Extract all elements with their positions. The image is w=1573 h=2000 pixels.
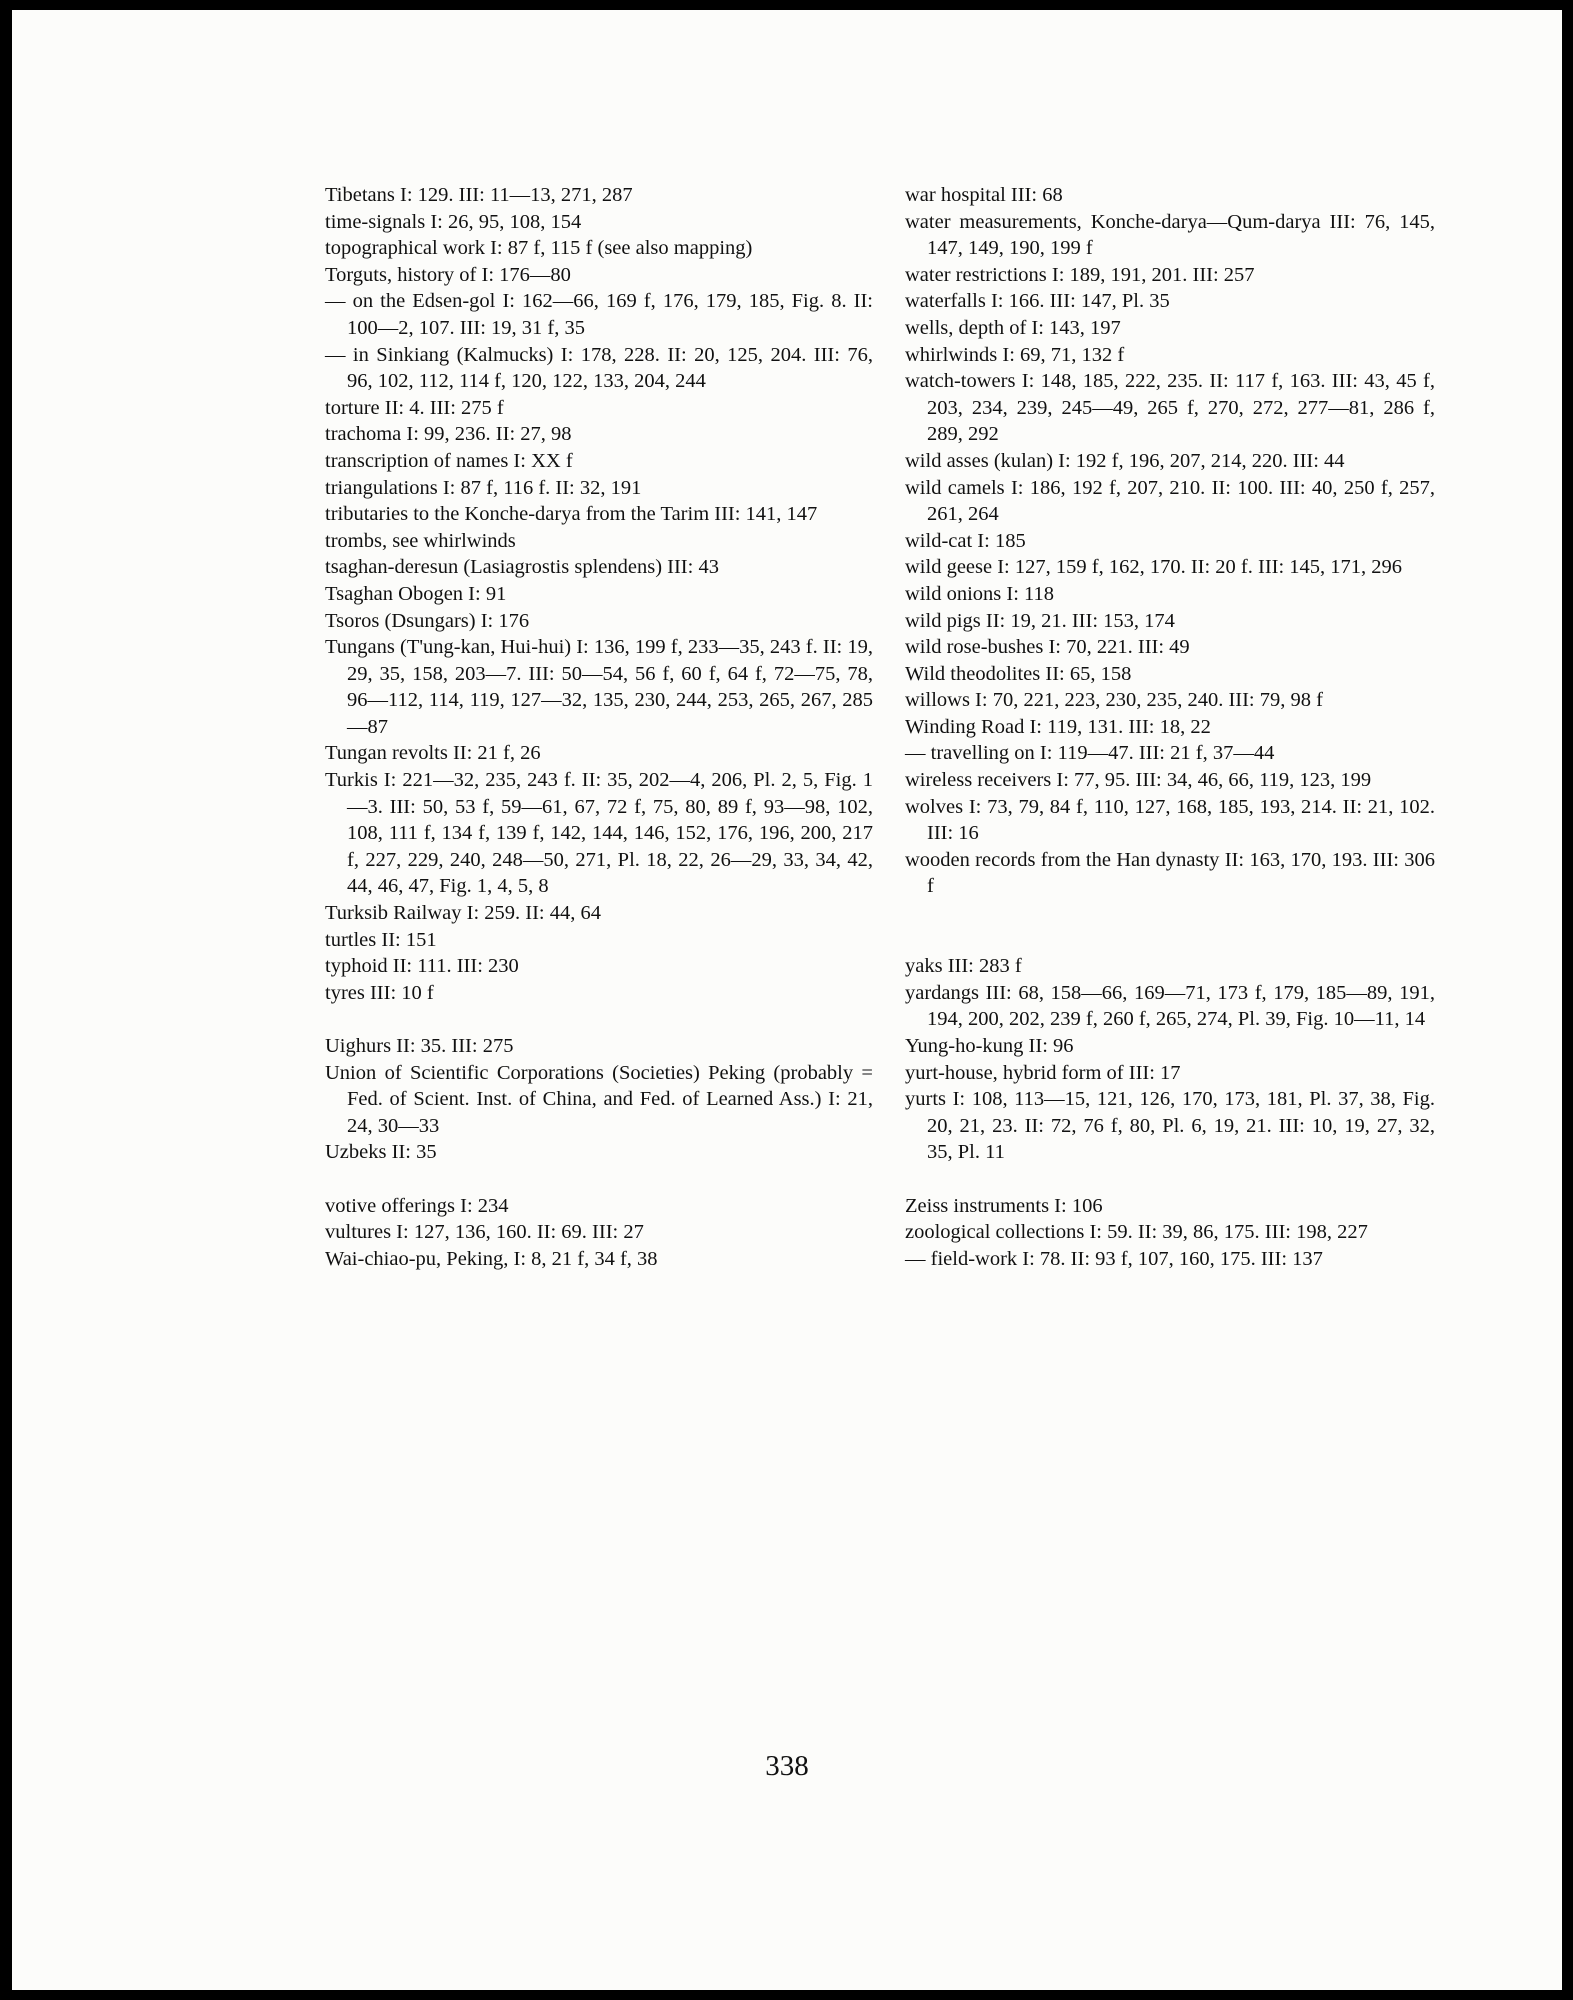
index-entry: Torguts, history of I: 176—80 — [325, 263, 571, 286]
index-entry: turtles II: 151 — [325, 928, 437, 951]
index-entry: Wild theodolites II: 65, 158 — [905, 662, 1132, 685]
index-column-right — [905, 182, 1435, 1272]
index-entry: triangulations I: 87 f, 116 f. II: 32, 191 — [325, 476, 642, 499]
index-entry: Tungans (T'ung-kan, Hui-hui) I: 136, 199 f, 233—35, 243 f. II: 19, 29, 35, 158, 203—7. III: 50—54, 56 f, 60 f, 64 f, 72—75, 78, 96—112, 114, 119, 127—32, 135, 230, 244, 253, 265, 267, 285—87 — [325, 636, 873, 738]
index-entry: — field-work I: 78. II: 93 f, 107, 160, 175. III: 137 — [905, 1247, 1323, 1270]
index-entry: transcription of names I: XX f — [325, 449, 573, 472]
index-entry: zoological collections I: 59. II: 39, 86, 175. III: 198, 227 — [905, 1221, 1368, 1244]
page-number: 338 — [765, 1750, 809, 1782]
index-entry: vultures I: 127, 136, 160. II: 69. III: 27 — [325, 1221, 644, 1244]
index-entry: votive offerings I: 234 — [325, 1194, 509, 1217]
index-entry: topographical work I: 87 f, 115 f (see also mapping) — [325, 237, 753, 260]
index-entry: wireless receivers I: 77, 95. III: 34, 46, 66, 119, 123, 199 — [905, 769, 1372, 792]
section-gap — [905, 900, 1435, 927]
index-entry: water measurements, Konche-darya—Qum-darya III: 76, 145, 147, 149, 190, 199 f — [905, 210, 1435, 260]
index-entry: wells, depth of I: 143, 197 — [905, 316, 1121, 339]
index-entry: yurt-house, hybrid form of III: 17 — [905, 1061, 1181, 1084]
index-entry: yurts I: 108, 113—15, 121, 126, 170, 173, 181, Pl. 37, 38, Fig. 20, 21, 23. II: 72, 76 f, 80, Pl. 6, 19, 21. III: 10, 19, 27, 32, 35, Pl. 11 — [905, 1088, 1435, 1164]
index-entry: tsaghan-deresun (Lasiagrostis splendens) III: 43 — [325, 556, 719, 579]
index-entry: wild asses (kulan) I: 192 f, 196, 207, 214, 220. III: 44 — [905, 449, 1345, 472]
index-entry: yaks III: 283 f — [905, 955, 1022, 978]
index-page — [12, 10, 1562, 1990]
index-entry: wild rose-bushes I: 70, 221. III: 49 — [905, 636, 1190, 659]
index-entry: Wai-chiao-pu, Peking, I: 8, 21 f, 34 f, 38 — [325, 1247, 658, 1270]
index-entry: tributaries to the Konche-darya from the Tarim III: 141, 147 — [325, 503, 818, 526]
index-column-left — [325, 182, 873, 1272]
index-entry: Zeiss instruments I: 106 — [905, 1194, 1103, 1217]
index-entry: wild pigs II: 19, 21. III: 153, 174 — [905, 609, 1175, 632]
index-entry: wolves I: 73, 79, 84 f, 110, 127, 168, 185, 193, 214. II: 21, 102. III: 16 — [905, 795, 1435, 845]
index-entry: willows I: 70, 221, 223, 230, 235, 240. III: 79, 98 f — [905, 689, 1323, 712]
index-entry: waterfalls I: 166. III: 147, Pl. 35 — [905, 290, 1170, 313]
index-entry: Tungan revolts II: 21 f, 26 — [325, 742, 541, 765]
index-entry: — travelling on I: 119—47. III: 21 f, 37—44 — [905, 742, 1275, 765]
index-entry: Uzbeks II: 35 — [325, 1141, 437, 1164]
index-entry: watch-towers I: 148, 185, 222, 235. II: 117 f, 163. III: 43, 45 f, 203, 234, 239, 245—49, 265 f, 270, 272, 277—81, 286 f, 289, 292 — [905, 370, 1435, 446]
index-entry: trachoma I: 99, 236. II: 27, 98 — [325, 423, 572, 446]
index-entry: Turkis I: 221—32, 235, 243 f. II: 35, 202—4, 206, Pl. 2, 5, Fig. 1—3. III: 50, 53 f, 59—61, 67, 72 f, 75, 80, 89 f, 93—98, 102, 108, 111 f, 134 f, 139 f, 142, 144, 146, 152, 176, 196, 200, 217 f, 227, 229, 240, 248—50, 271, Pl. 18, 22, 26—29, 33, 34, 42, 44, 46, 47, Fig. 1, 4, 5, 8 — [325, 769, 873, 898]
index-entry: whirlwinds I: 69, 71, 132 f — [905, 343, 1125, 366]
index-entry: torture II: 4. III: 275 f — [325, 396, 504, 419]
index-entry: wild geese I: 127, 159 f, 162, 170. II: 20 f. III: 145, 171, 296 — [905, 556, 1403, 579]
section-gap — [325, 1166, 873, 1193]
section-gap — [905, 1166, 1435, 1193]
index-entry: time-signals I: 26, 95, 108, 154 — [325, 210, 582, 233]
index-entry: Yung-ho-kung II: 96 — [905, 1035, 1074, 1057]
index-entry: Tsaghan Obogen I: 91 — [325, 582, 507, 605]
index-entry: Tibetans I: 129. III: 11—13, 271, 287 — [325, 184, 633, 206]
index-entry: wooden records from the Han dynasty II: 163, 170, 193. III: 306 f — [905, 848, 1435, 898]
section-gap — [325, 1006, 873, 1033]
index-entry: Tsoros (Dsungars) I: 176 — [325, 609, 530, 632]
section-gap — [905, 927, 1435, 954]
index-entry: tyres III: 10 f — [325, 981, 434, 1004]
index-entry: wild camels I: 186, 192 f, 207, 210. II: 100. III: 40, 250 f, 257, 261, 264 — [905, 476, 1435, 526]
index-entry: war hospital III: 68 — [905, 184, 1063, 206]
index-entry: — in Sinkiang (Kalmucks) I: 178, 228. II: 20, 125, 204. III: 76, 96, 102, 112, 114 f, 120, 122, 133, 204, 244 — [325, 343, 873, 393]
index-entry: Union of Scientific Corporations (Societies) Peking (probably = Fed. of Scient. Inst. of China, and Fed. of Learned Ass.) I: 21, 24, 30—33 — [325, 1061, 873, 1137]
index-entry: water restrictions I: 189, 191, 201. III: 257 — [905, 263, 1255, 286]
index-entry: typhoid II: 111. III: 230 — [325, 955, 519, 978]
index-entry: wild onions I: 118 — [905, 582, 1055, 605]
index-entry: yardangs III: 68, 158—66, 169—71, 173 f, 179, 185—89, 191, 194, 200, 202, 239 f, 260 f, 265, 274, Pl. 39, Fig. 10—11, 14 — [905, 981, 1435, 1031]
index-entry: — on the Edsen-gol I: 162—66, 169 f, 176, 179, 185, Fig. 8. II: 100—2, 107. III: 19, 31 f, 35 — [325, 290, 873, 339]
index-entry: trombs, see whirlwinds — [325, 529, 516, 552]
index-entry: wild-cat I: 185 — [905, 529, 1026, 552]
index-entry: Uighurs II: 35. III: 275 — [325, 1035, 514, 1057]
index-entry: Winding Road I: 119, 131. III: 18, 22 — [905, 715, 1211, 738]
index-entry: Turksib Railway I: 259. II: 44, 64 — [325, 902, 601, 925]
